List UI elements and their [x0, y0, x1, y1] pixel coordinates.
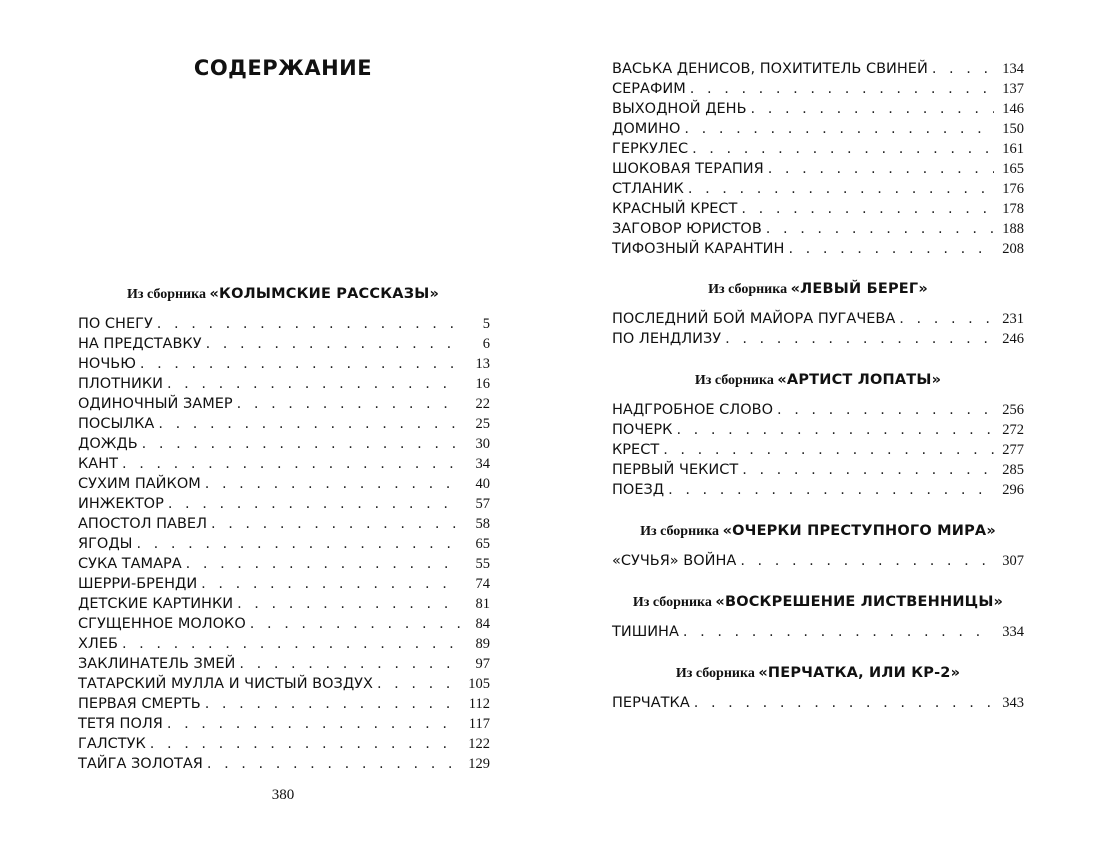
dot-leader: [788, 239, 994, 259]
toc-entry-title: СУКА ТАМАРА: [78, 556, 182, 572]
dot-leader: [692, 139, 994, 159]
toc-entry-page: 5: [482, 316, 490, 332]
section-prefix: Из сборника: [708, 282, 788, 297]
dot-leader: [211, 514, 460, 534]
toc-entry-page: 146: [1002, 101, 1024, 117]
toc-entry: [78, 694, 490, 714]
toc-entry-title: ПЕРВЫЙ ЧЕКИСТ: [612, 462, 739, 478]
dot-leader: [742, 460, 994, 480]
toc-entry-page: 16: [475, 376, 490, 392]
toc-entry-title: ПОЧЕРК: [612, 422, 673, 438]
toc-entry-title: ПО СНЕГУ: [78, 316, 153, 332]
toc-entry: [612, 199, 1024, 219]
toc-entry-title: КРЕСТ: [612, 442, 660, 458]
toc-list-glove: [612, 693, 1024, 713]
toc-entry: [78, 574, 490, 594]
toc-entry-title: ШОКОВАЯ ТЕРАПИЯ: [612, 161, 764, 177]
dot-leader: [768, 159, 994, 179]
section-heading-shovel-artist: [612, 372, 1024, 389]
toc-entry: [612, 460, 1024, 480]
toc-entry-title: ВАСЬКА ДЕНИСОВ, ПОХИТИТЕЛЬ СВИНЕЙ: [612, 61, 928, 77]
toc-entry-title: ДЕТСКИЕ КАРТИНКИ: [78, 596, 234, 612]
toc-entry: [78, 734, 490, 754]
toc-list-left-bank: [612, 309, 1024, 349]
toc-entry: [612, 179, 1024, 199]
toc-entry-page: 6: [482, 336, 490, 352]
toc-entry-page: 307: [1002, 553, 1024, 569]
toc-entry-title: ТЕТЯ ПОЛЯ: [78, 716, 163, 732]
toc-entry-title: ТАТАРСКИЙ МУЛЛА И ЧИСТЫЙ ВОЗДУХ: [78, 676, 373, 692]
toc-entry-title: ПЕРЧАТКА: [612, 695, 690, 711]
toc-entry: [78, 374, 490, 394]
toc-entry-page: 112: [468, 696, 490, 712]
toc-entry-page: 40: [475, 476, 490, 492]
dot-leader: [237, 594, 460, 614]
toc-entry: [78, 434, 490, 454]
toc-entry-title: АПОСТОЛ ПАВЕЛ: [78, 516, 207, 532]
toc-list-shovel-artist: [612, 400, 1024, 500]
toc-entry-title: ТИФОЗНЫЙ КАРАНТИН: [612, 241, 785, 257]
toc-entry: [78, 514, 490, 534]
dot-leader: [205, 474, 460, 494]
toc-entry-title: СЕРАФИМ: [612, 81, 686, 97]
toc-entry: [612, 551, 1024, 571]
toc-entry-page: 105: [468, 676, 490, 692]
toc-entry-title: КАНТ: [78, 456, 118, 472]
toc-entry: [78, 454, 490, 474]
section-heading-larch-resurrection: [612, 594, 1024, 611]
dot-leader: [207, 754, 460, 774]
contents-title: СОДЕРЖАНИЕ: [193, 56, 373, 80]
toc-entry: [612, 400, 1024, 420]
toc-entry-page: 137: [1002, 81, 1024, 97]
toc-list-kolyma-tales: [78, 314, 490, 774]
dot-leader: [740, 551, 994, 571]
section-prefix: Из сборника: [632, 595, 712, 610]
dot-leader: [690, 79, 994, 99]
toc-entry-page: 89: [475, 636, 490, 652]
toc-entry: [78, 534, 490, 554]
toc-entry: [78, 714, 490, 734]
section-heading-criminal-world: [612, 523, 1024, 540]
section-title: «ОЧЕРКИ ПРЕСТУПНОГО МИРА»: [722, 523, 996, 539]
dot-leader: [377, 674, 460, 694]
toc-entry-page: 334: [1002, 624, 1024, 640]
dot-leader: [140, 354, 460, 374]
toc-entry-page: 84: [475, 616, 490, 632]
toc-entry: [612, 239, 1024, 259]
toc-entry: [78, 554, 490, 574]
toc-entry: [78, 634, 490, 654]
toc-entry: [612, 693, 1024, 713]
dot-leader: [250, 614, 460, 634]
dot-leader: [167, 714, 460, 734]
toc-entry: [612, 309, 1024, 329]
right-page: [550, 0, 1100, 861]
toc-entry-page: 246: [1002, 331, 1024, 347]
section-title: «АРТИСТ ЛОПАТЫ»: [777, 372, 942, 388]
toc-entry-page: 231: [1002, 311, 1024, 327]
section-prefix: Из сборника: [640, 524, 720, 539]
toc-entry: [78, 674, 490, 694]
toc-entry-title: НАДГРОБНОЕ СЛОВО: [612, 402, 773, 418]
toc-entry-page: 277: [1002, 442, 1024, 458]
toc-entry: [78, 354, 490, 374]
toc-entry-title: ПЕРВАЯ СМЕРТЬ: [78, 696, 201, 712]
toc-entry-page: 25: [475, 416, 490, 432]
section-heading-glove: [612, 665, 1024, 682]
dot-leader: [741, 199, 994, 219]
toc-entry: [78, 494, 490, 514]
toc-entry: [78, 474, 490, 494]
toc-entry-title: ТАЙГА ЗОЛОТАЯ: [78, 756, 203, 772]
toc-entry-page: 97: [475, 656, 490, 672]
dot-leader: [663, 440, 994, 460]
toc-entry-page: 208: [1002, 241, 1024, 257]
toc-entry-page: 22: [475, 396, 490, 412]
toc-entry: [78, 314, 490, 334]
toc-entry-title: ХЛЕБ: [78, 636, 118, 652]
page-number: 380: [271, 787, 295, 803]
dot-leader: [683, 622, 994, 642]
dot-leader: [237, 394, 460, 414]
toc-entry: [78, 334, 490, 354]
toc-entry: [612, 59, 1024, 79]
dot-leader: [725, 329, 994, 349]
toc-list-criminal-world: [612, 551, 1024, 571]
toc-entry-page: 55: [475, 556, 490, 572]
dot-leader: [122, 454, 460, 474]
dot-leader: [205, 694, 460, 714]
toc-entry: [612, 329, 1024, 349]
toc-entry-page: 129: [468, 756, 490, 772]
toc-entry-title: ВЫХОДНОЙ ДЕНЬ: [612, 101, 747, 117]
dot-leader: [239, 654, 460, 674]
toc-entry-title: ЗАГОВОР ЮРИСТОВ: [612, 221, 762, 237]
toc-entry-title: ПЛОТНИКИ: [78, 376, 163, 392]
toc-entry-page: 34: [475, 456, 490, 472]
toc-entry-title: ГАЛСТУК: [78, 736, 146, 752]
toc-entry-title: ПОСЫЛКА: [78, 416, 155, 432]
toc-entry-page: 30: [475, 436, 490, 452]
toc-entry: [612, 440, 1024, 460]
toc-entry: [612, 219, 1024, 239]
toc-entry-title: ШЕРРИ-БРЕНДИ: [78, 576, 198, 592]
section-title: «ВОСКРЕШЕНИЕ ЛИСТВЕННИЦЫ»: [715, 594, 1004, 610]
toc-entry-title: ЯГОДЫ: [78, 536, 133, 552]
section-heading-left-bank: [612, 281, 1024, 298]
toc-entry: [78, 654, 490, 674]
section-title: «ЛЕВЫЙ БЕРЕГ»: [790, 281, 928, 297]
dot-leader: [201, 574, 460, 594]
section-prefix: Из сборника: [126, 287, 206, 302]
toc-entry: [78, 414, 490, 434]
section-prefix: Из сборника: [694, 373, 774, 388]
toc-entry: [78, 754, 490, 774]
toc-entry-page: 343: [1002, 695, 1024, 711]
toc-entry-title: СУХИМ ПАЙКОМ: [78, 476, 201, 492]
toc-entry: [612, 99, 1024, 119]
toc-entry-title: ДОМИНО: [612, 121, 681, 137]
toc-entry: [78, 394, 490, 414]
toc-entry-page: 272: [1002, 422, 1024, 438]
toc-entry: [612, 79, 1024, 99]
toc-entry-page: 285: [1002, 462, 1024, 478]
toc-entry-page: 188: [1002, 221, 1024, 237]
dot-leader: [899, 309, 994, 329]
toc-entry-page: 57: [475, 496, 490, 512]
toc-entry-page: 161: [1002, 141, 1024, 157]
dot-leader: [751, 99, 994, 119]
dot-leader: [167, 374, 460, 394]
toc-entry-title: ТИШИНА: [612, 624, 679, 640]
dot-leader: [688, 179, 994, 199]
toc-entry-title: НА ПРЕДСТАВКУ: [78, 336, 202, 352]
toc-entry-title: ДОЖДЬ: [78, 436, 138, 452]
section-title: «ПЕРЧАТКА, ИЛИ КР-2»: [758, 665, 961, 681]
dot-leader: [168, 494, 460, 514]
toc-entry: [612, 159, 1024, 179]
toc-entry-title: ИНЖЕКТОР: [78, 496, 164, 512]
toc-entry-page: 165: [1002, 161, 1024, 177]
dot-leader: [136, 534, 460, 554]
toc-entry: [78, 594, 490, 614]
toc-entry: [612, 139, 1024, 159]
toc-entry-title: ПО ЛЕНДЛИЗУ: [612, 331, 722, 347]
dot-leader: [684, 119, 994, 139]
toc-entry-page: 65: [475, 536, 490, 552]
dot-leader: [766, 219, 994, 239]
toc-entry-title: СГУЩЕННОЕ МОЛОКО: [78, 616, 246, 632]
toc-entry-title: «СУЧЬЯ» ВОЙНА: [612, 553, 737, 569]
toc-entry-page: 122: [468, 736, 490, 752]
toc-entry-title: СТЛАНИК: [612, 181, 684, 197]
toc-entry-page: 58: [475, 516, 490, 532]
toc-entry-title: КРАСНЫЙ КРЕСТ: [612, 201, 738, 217]
toc-entry: [78, 614, 490, 634]
dot-leader: [676, 420, 994, 440]
toc-entry-title: ПОСЛЕДНИЙ БОЙ МАЙОРА ПУГАЧЕВА: [612, 311, 896, 327]
toc-entry-page: 176: [1002, 181, 1024, 197]
toc-entry-page: 256: [1002, 402, 1024, 418]
dot-leader: [694, 693, 994, 713]
dot-leader: [206, 334, 460, 354]
section-prefix: Из сборника: [675, 666, 755, 681]
toc-entry-title: ЗАКЛИНАТЕЛЬ ЗМЕЙ: [78, 656, 236, 672]
dot-leader: [150, 734, 460, 754]
dot-leader: [668, 480, 994, 500]
toc-entry-title: НОЧЬЮ: [78, 356, 136, 372]
dot-leader: [158, 414, 460, 434]
toc-list-kolyma-continued: [612, 59, 1024, 259]
toc-list-larch-resurrection: [612, 622, 1024, 642]
toc-entry-title: ОДИНОЧНЫЙ ЗАМЕР: [78, 396, 233, 412]
toc-entry-page: 178: [1002, 201, 1024, 217]
toc-entry: [612, 622, 1024, 642]
dot-leader: [122, 634, 460, 654]
toc-entry: [612, 480, 1024, 500]
toc-entry-title: ПОЕЗД: [612, 482, 665, 498]
dot-leader: [157, 314, 460, 334]
section-heading-kolyma-tales: [78, 286, 488, 303]
toc-entry-page: 117: [468, 716, 490, 732]
toc-entry: [612, 420, 1024, 440]
toc-entry-page: 13: [475, 356, 490, 372]
dot-leader: [932, 59, 994, 79]
toc-entry-page: 296: [1002, 482, 1024, 498]
dot-leader: [142, 434, 460, 454]
section-title: «КОЛЫМСКИЕ РАССКАЗЫ»: [209, 286, 440, 302]
toc-entry-page: 134: [1002, 61, 1024, 77]
toc-entry-page: 81: [475, 596, 490, 612]
toc-entry: [612, 119, 1024, 139]
toc-entry-title: ГЕРКУЛЕС: [612, 141, 689, 157]
dot-leader: [777, 400, 994, 420]
toc-entry-page: 150: [1002, 121, 1024, 137]
dot-leader: [186, 554, 460, 574]
toc-entry-page: 74: [475, 576, 490, 592]
